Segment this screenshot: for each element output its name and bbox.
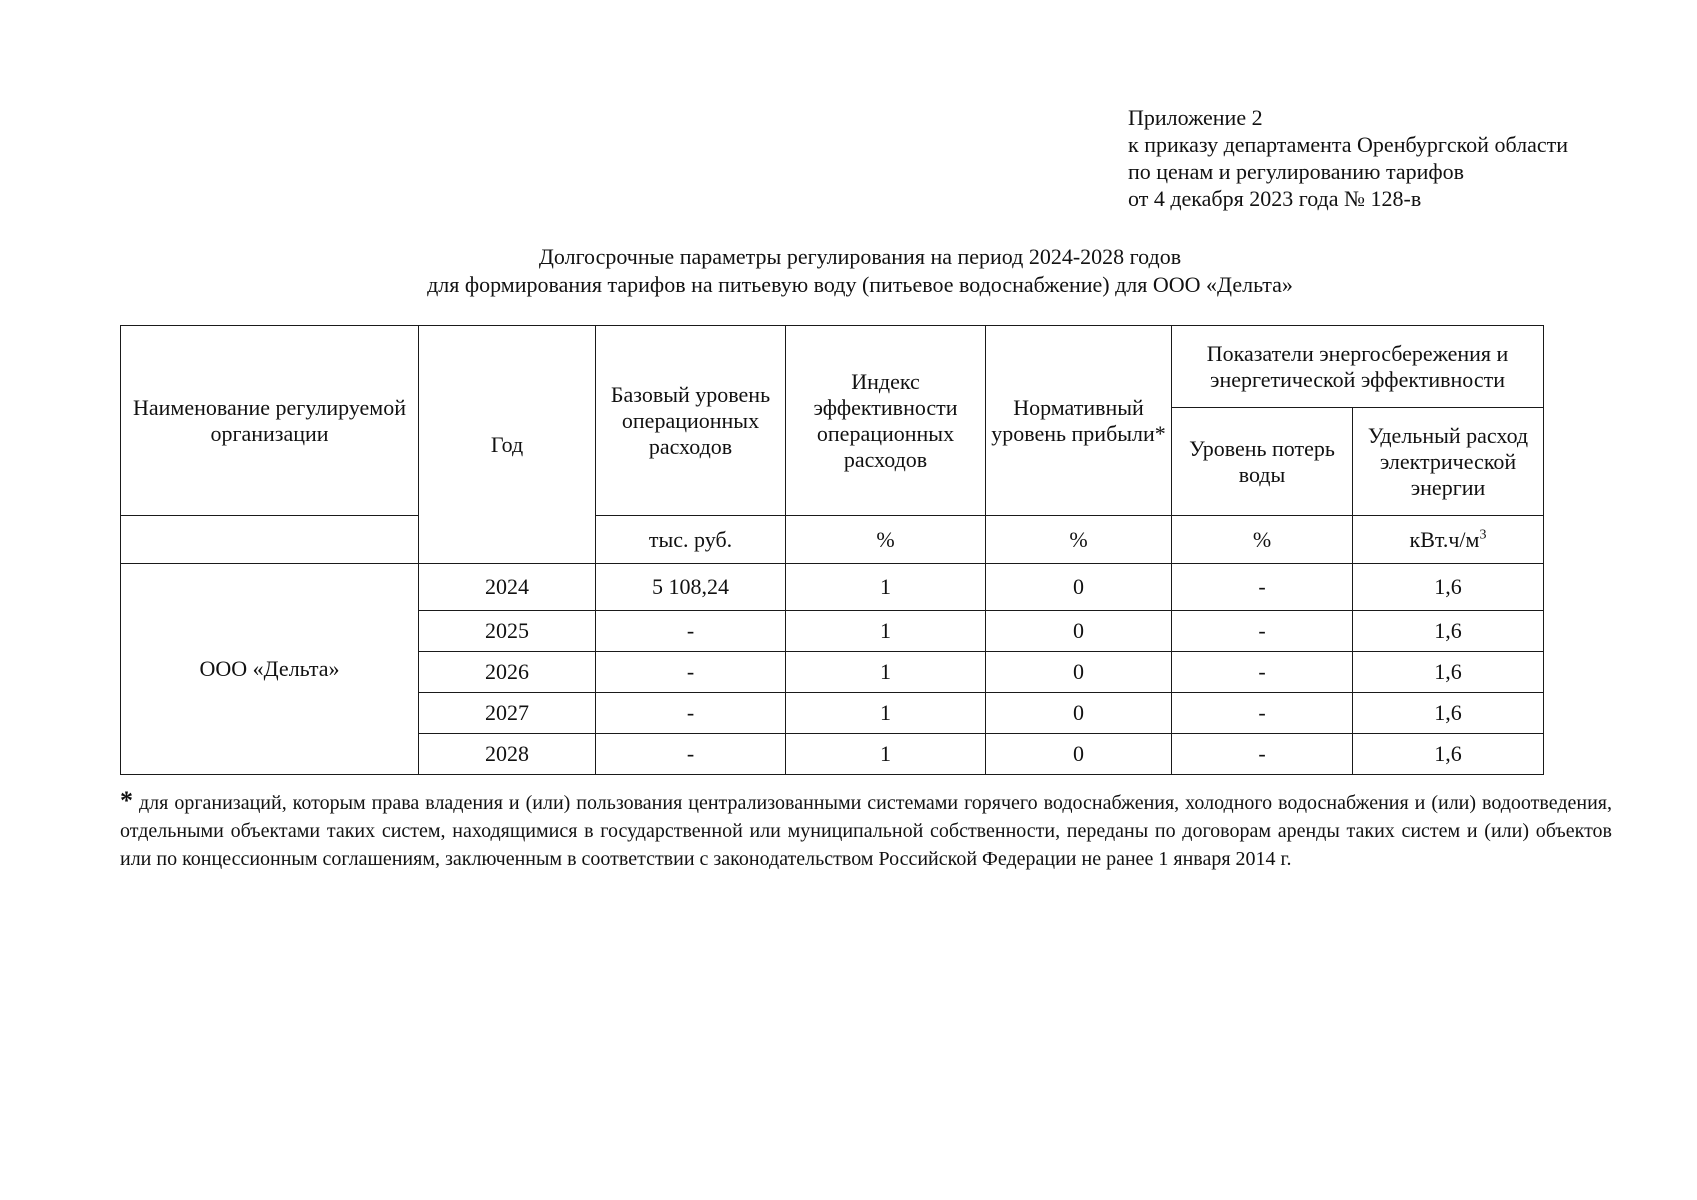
unit-water-loss: % bbox=[1172, 516, 1353, 564]
unit-electricity-sup: 3 bbox=[1479, 527, 1487, 543]
cell-index: 1 bbox=[786, 564, 986, 611]
cell-index: 1 bbox=[786, 693, 986, 734]
unit-org-empty bbox=[121, 516, 419, 564]
cell-electricity: 1,6 bbox=[1353, 564, 1544, 611]
header-energy-group: Показатели энергосбережения и энергетической эффективности bbox=[1172, 326, 1544, 408]
header-base-cost: Базовый уровень операционных расходов bbox=[596, 326, 786, 516]
title-line-1: Долгосрочные параметры регулирования на период 2024-2028 годов bbox=[538, 244, 1182, 269]
table-row bbox=[121, 564, 1544, 611]
units-row bbox=[121, 516, 1544, 564]
unit-electricity-text: кВт.ч/м bbox=[1409, 526, 1480, 552]
header-year: Год bbox=[419, 326, 596, 564]
cell-profit: 0 bbox=[986, 611, 1172, 652]
cell-electricity: 1,6 bbox=[1353, 652, 1544, 693]
header-efficiency-index: Индекс эффективности операционных расходов bbox=[786, 326, 986, 516]
cell-year: 2024 bbox=[419, 564, 596, 611]
cell-profit: 0 bbox=[986, 734, 1172, 775]
header-water-loss: Уровень потерь воды bbox=[1172, 408, 1353, 516]
header-electricity: Удельный расход электрической энергии bbox=[1353, 408, 1544, 516]
footnote-text: для организаций, которым права владения и (или) пользования централизованными системами горячего водоснабжения, холодного водоснабжения и (или) водоотведения, отдельными объектами таких систем, находящимися в государственной или муниципальной собственности, переданы по договорам аренды таких систем и (или) объектов или по концессионным соглашениям, заключенным в соответствии с законодательством Российской Федерации не ранее 1 января 2014 г. bbox=[120, 792, 1612, 870]
unit-profit: % bbox=[986, 516, 1172, 564]
cell-base-cost: 5 108,24 bbox=[596, 564, 786, 611]
cell-loss: - bbox=[1172, 693, 1353, 734]
organization-name: ООО «Дельта» bbox=[121, 564, 419, 775]
appendix-line-3: по ценам и регулированию тарифов bbox=[1128, 159, 1465, 184]
cell-profit: 0 bbox=[986, 652, 1172, 693]
header-row-1 bbox=[121, 326, 1544, 408]
cell-loss: - bbox=[1172, 652, 1353, 693]
unit-electricity bbox=[1353, 516, 1544, 564]
cell-electricity: 1,6 bbox=[1353, 611, 1544, 652]
cell-index: 1 bbox=[786, 611, 986, 652]
cell-profit: 0 bbox=[986, 693, 1172, 734]
appendix-line-2: к приказу департамента Оренбургской области bbox=[1128, 132, 1568, 157]
cell-loss: - bbox=[1172, 611, 1353, 652]
cell-year: 2028 bbox=[419, 734, 596, 775]
cell-year: 2027 bbox=[419, 693, 596, 734]
appendix-line-4: от 4 декабря 2023 года № 128-в bbox=[1128, 186, 1422, 211]
cell-electricity: 1,6 bbox=[1353, 734, 1544, 775]
header-org: Наименование регулируемой организации bbox=[121, 326, 419, 516]
cell-base-cost: - bbox=[596, 611, 786, 652]
appendix-line-1: Приложение 2 bbox=[1128, 105, 1263, 130]
unit-base-cost: тыс. руб. bbox=[596, 516, 786, 564]
cell-base-cost: - bbox=[596, 734, 786, 775]
cell-base-cost: - bbox=[596, 652, 786, 693]
footnote bbox=[120, 787, 1612, 873]
parameters-table bbox=[120, 325, 1544, 775]
footnote-star: * bbox=[120, 786, 133, 815]
cell-base-cost: - bbox=[596, 693, 786, 734]
header-profit: Нормативный уровень прибыли* bbox=[986, 326, 1172, 516]
cell-year: 2026 bbox=[419, 652, 596, 693]
cell-index: 1 bbox=[786, 652, 986, 693]
cell-electricity: 1,6 bbox=[1353, 693, 1544, 734]
unit-efficiency-index: % bbox=[786, 516, 986, 564]
cell-profit: 0 bbox=[986, 564, 1172, 611]
appendix-block bbox=[1128, 104, 1568, 212]
cell-loss: - bbox=[1172, 734, 1353, 775]
document-title bbox=[380, 243, 1340, 299]
title-line-2: для формирования тарифов на питьевую воду (питьевое водоснабжение) для ООО «Дельта» bbox=[427, 272, 1293, 297]
cell-year: 2025 bbox=[419, 611, 596, 652]
cell-index: 1 bbox=[786, 734, 986, 775]
cell-loss: - bbox=[1172, 564, 1353, 611]
